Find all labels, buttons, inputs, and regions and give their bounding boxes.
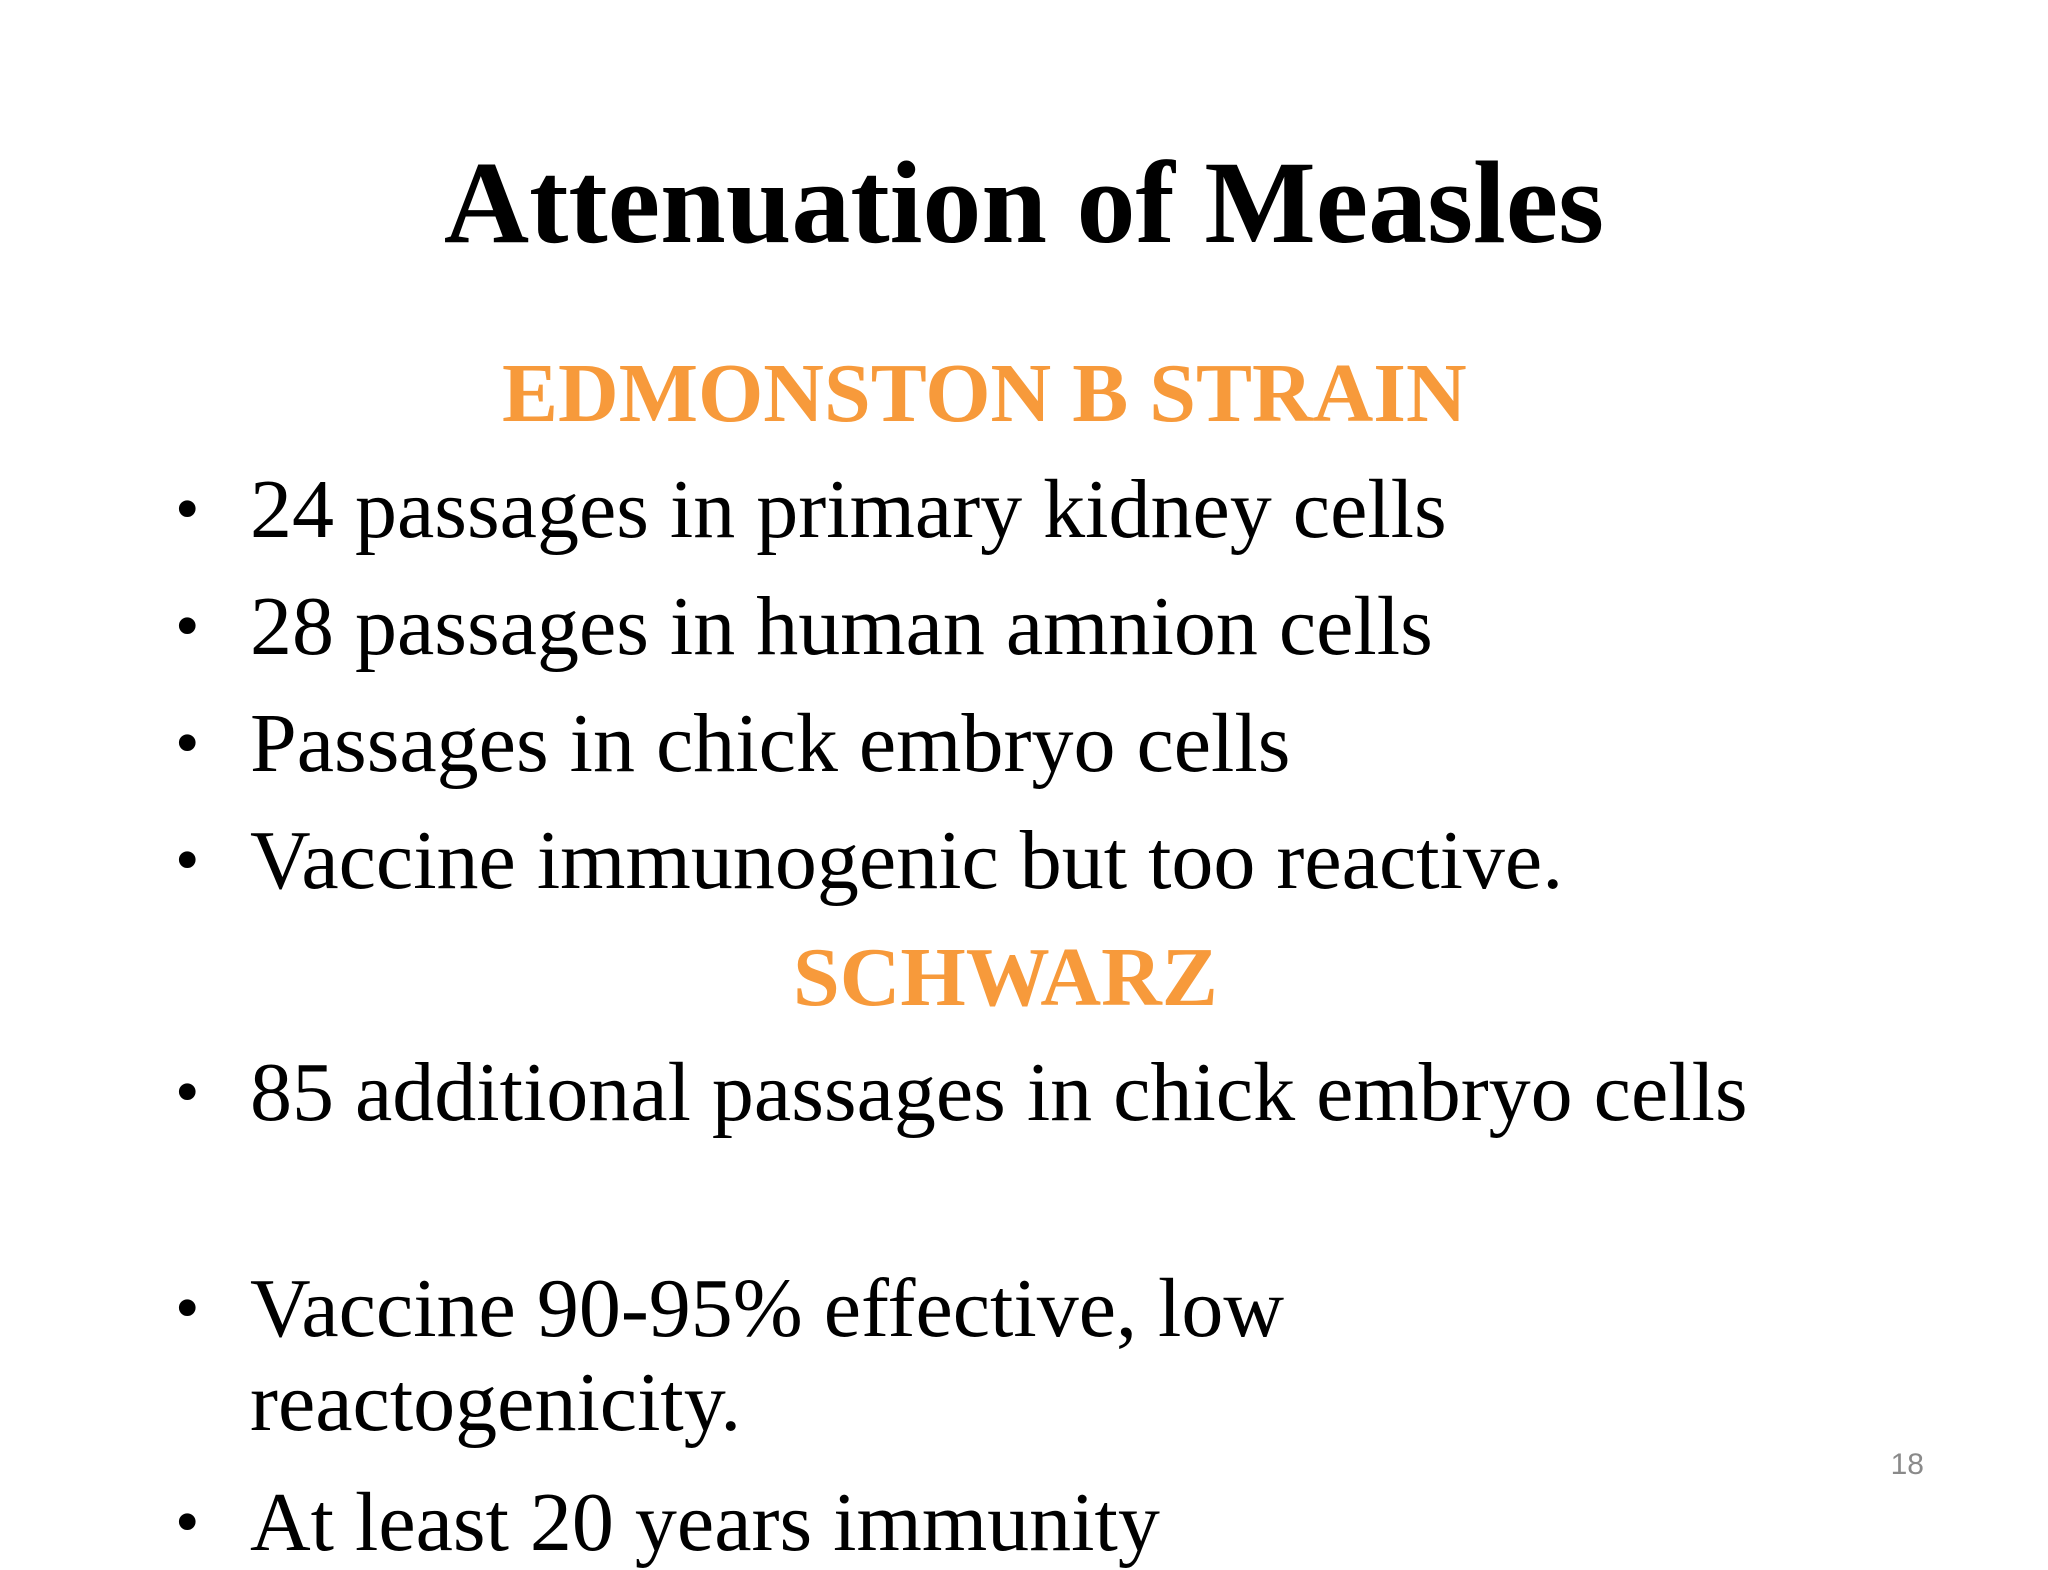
bullet-text: 85 additional passages in chick embryo cells [250,1046,1748,1139]
bullet-text: Passages in chick embryo cells [250,697,1291,790]
bullet-dot: • [175,471,200,548]
bullet-text: 28 passages in human amnion cells [250,580,1433,673]
section-heading-schwarz: SCHWARZ [793,931,1218,1024]
bullet-item [175,580,1775,674]
bullet-dot: • [175,1484,200,1561]
bullet-dot: • [175,705,200,782]
bullet-item [175,1476,1775,1570]
bullet-item [175,1046,1775,1140]
page-number: 18 [1890,1448,1924,1481]
bullet-item [175,697,1775,791]
bullet-dot: • [175,1270,200,1347]
bullet-text: Vaccine immunogenic but too reactive. [250,814,1564,907]
bullet-text: At least 20 years immunity [250,1476,1160,1569]
bullet-item [175,1262,1775,1450]
bullet-item [175,814,1775,908]
slide-title: Attenuation of Measles [443,137,1605,268]
bullet-dot: • [175,1054,200,1131]
section-heading-edmonston: EDMONSTON B STRAIN [502,347,1467,440]
bullet-dot: • [175,822,200,899]
bullet-item [175,463,1775,557]
bullet-dot: • [175,588,200,665]
bullet-text: Vaccine 90-95% effective, low reactogenicity. [250,1262,1285,1449]
bullet-text: 24 passages in primary kidney cells [250,463,1447,556]
